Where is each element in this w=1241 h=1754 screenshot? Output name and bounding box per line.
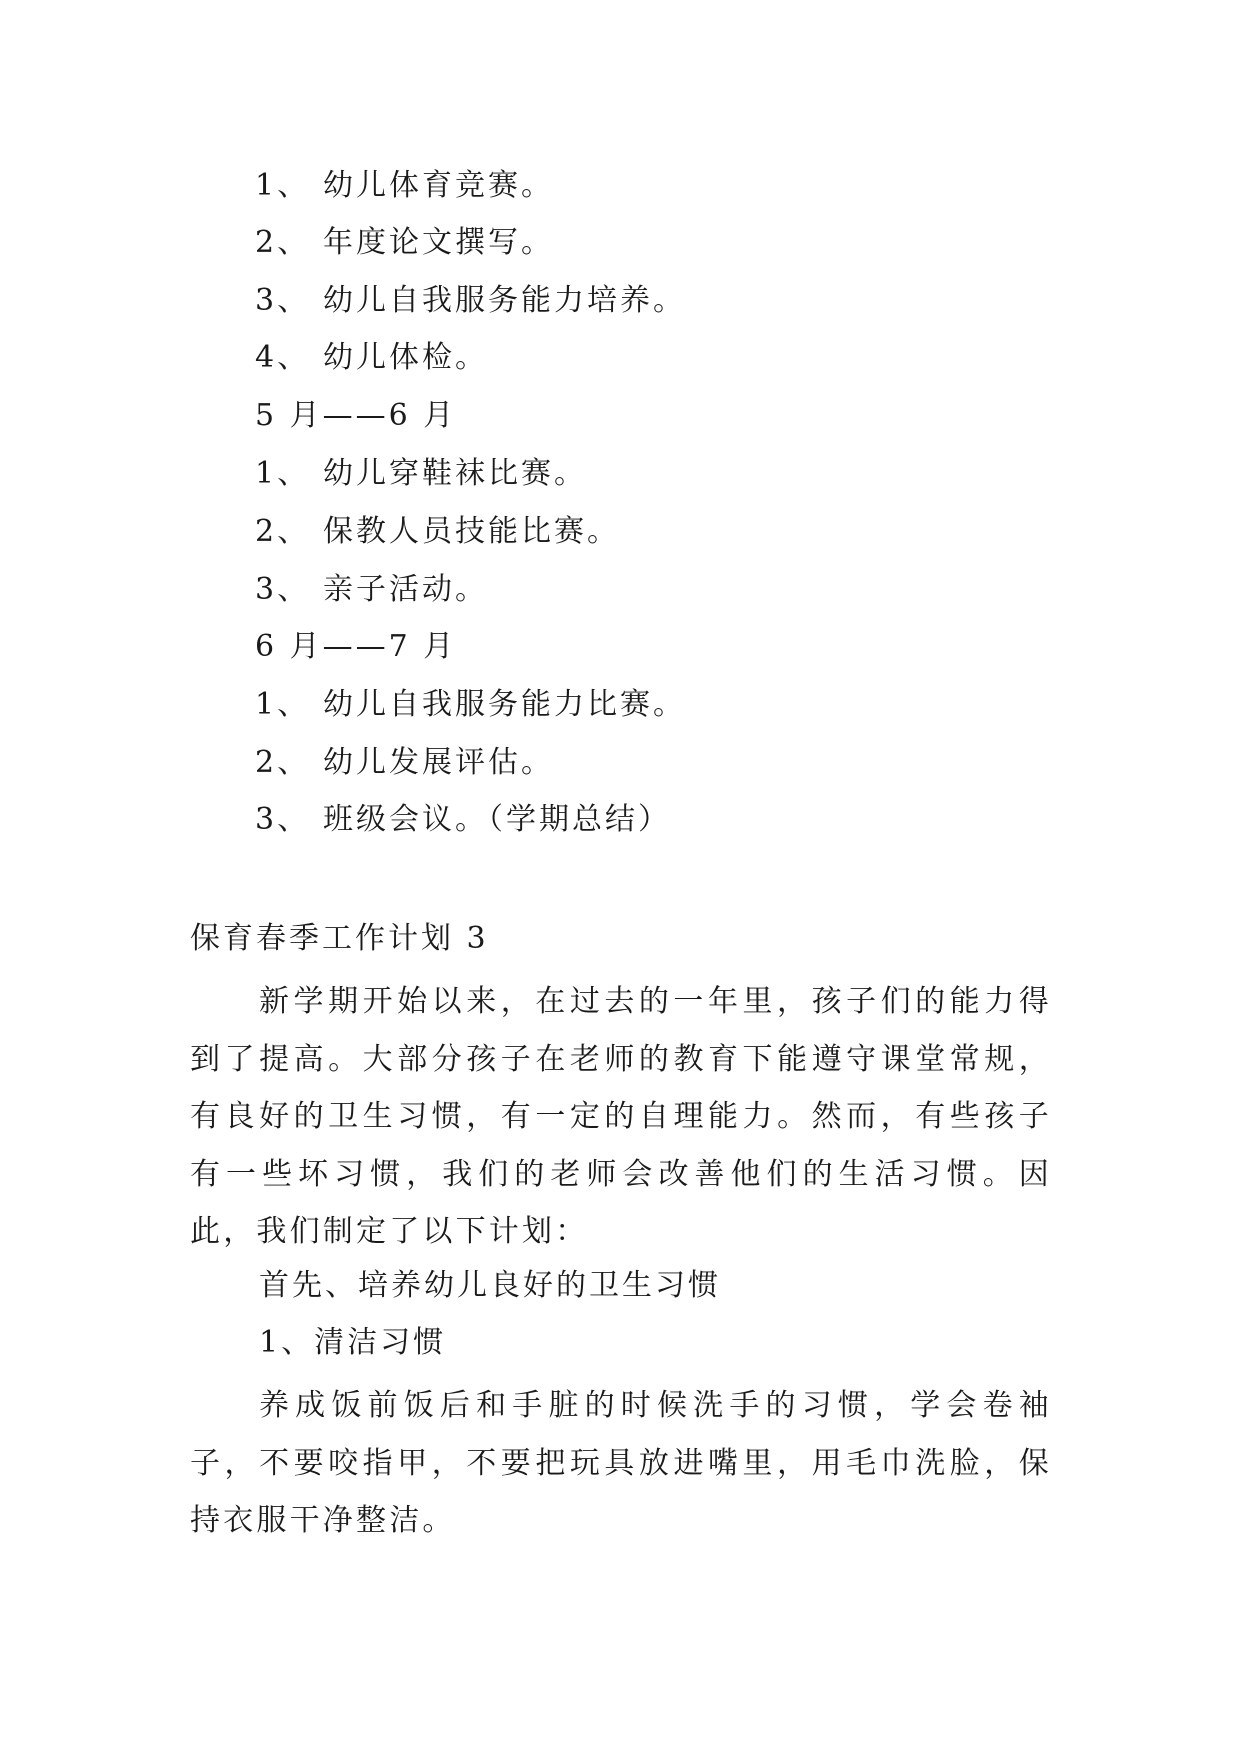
list-item-text: 幼儿发展评估。 [323,745,554,780]
list-item-number: 2、 [255,745,311,780]
list-item-number: 3、 [255,572,311,607]
list-item-text: 幼儿体育竞赛。 [323,168,554,203]
intro-paragraph: 新学期开始以来，在过去的一年里，孩子们的能力得到了提高。大部分孩子在老师的教育下能遵守课堂常规，有良好的卫生习惯，有一定的自理能力。然而，有些孩子有一些坏习惯，我们的老师会改善他们的生活习惯。因此，我们制定了以下计划： [190,984,1052,1249]
list-item-number: 2、 [255,225,311,260]
list-item [255,454,587,494]
list-item [255,166,554,206]
clean-paragraph: 养成饭前饭后和手脏的时候洗手的习惯，学会卷袖子，不要咬指甲，不要把玩具放进嘴里，用毛巾洗脸，保持衣服干净整洁。 [190,1388,1052,1538]
month-heading: 5 月——6 月 [255,398,457,433]
list-item-text: 班级会议。（学期总结） [323,802,671,837]
list-item-text: 亲子活动。 [323,572,488,607]
list-item-text: 幼儿自我服务能力培养。 [323,283,686,318]
list-item-number: 3、 [255,802,311,837]
list-item-number: 1、 [255,687,311,722]
list-item [255,800,671,840]
list-item [255,743,554,783]
list-item [255,512,620,552]
list-item-number: 4、 [255,340,311,375]
list-item [255,223,554,263]
list-item-number: 1、 [255,456,311,491]
list-item-text: 幼儿穿鞋袜比赛。 [323,456,587,491]
list-item-text: 年度论文撰写。 [323,225,554,260]
list-item [255,570,488,610]
list-item [255,338,488,378]
list-item-text: 幼儿自我服务能力比赛。 [323,687,686,722]
list-item-text: 幼儿体检。 [323,340,488,375]
sub-heading: 1、清洁习惯 [259,1325,447,1360]
list-item-number: 3、 [255,283,311,318]
month-heading: 6 月——7 月 [255,629,457,664]
list-item [255,281,686,321]
section-title: 保育春季工作计划 3 [190,921,489,956]
sub-heading: 首先、培养幼儿良好的卫生习惯 [259,1268,721,1303]
list-item-number: 1、 [255,168,311,203]
list-item [255,685,686,725]
list-item-number: 2、 [255,514,311,549]
list-item-text: 保教人员技能比赛。 [323,514,620,549]
